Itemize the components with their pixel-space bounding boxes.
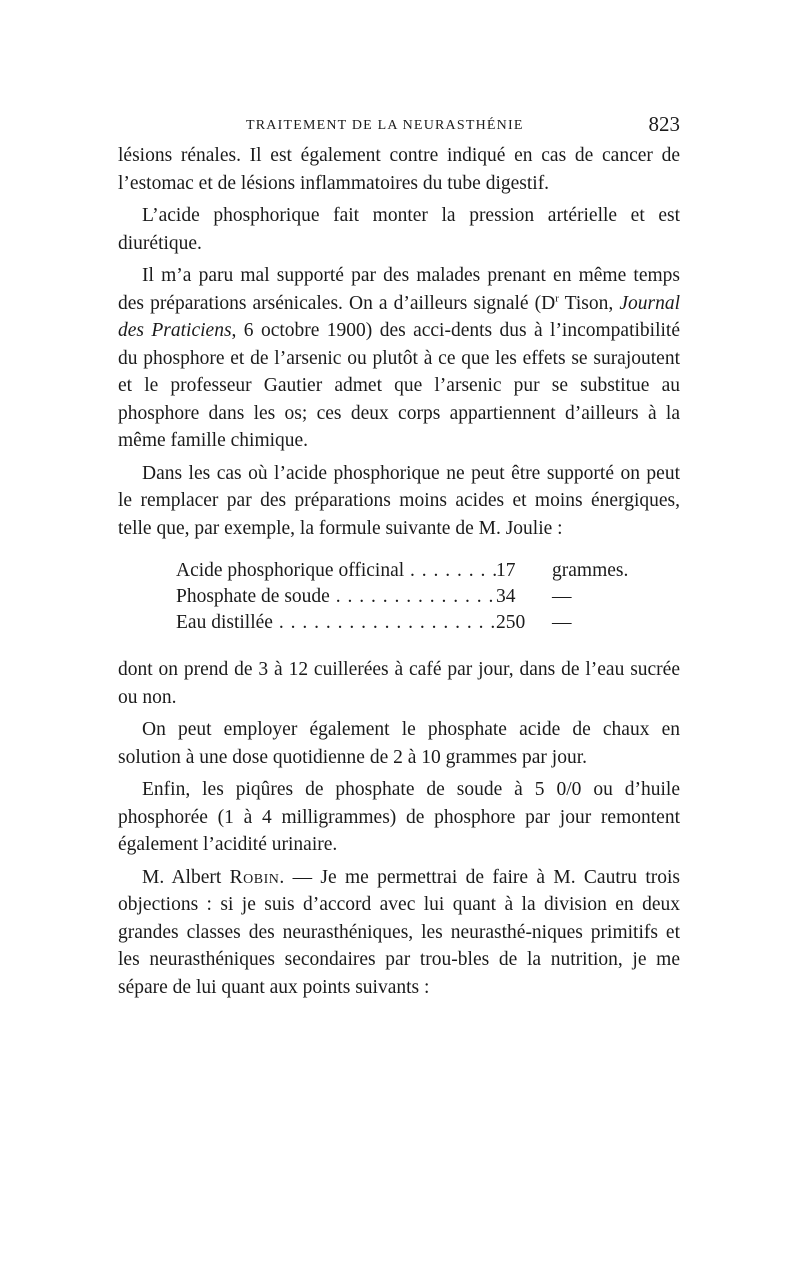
ingredient-unit: — bbox=[552, 586, 572, 607]
paragraph-arsenic-incompatibility: Il m’a paru mal supporté par des malades prenant en même temps des préparations arsénicales. On a d’ailleurs signalé ($D^r$ Tison, Journal des Praticiens, 6 octobre 1900) des acci-dents dus à l’incompatibilité du phosphore et de l’arsenic ou plutôt à ce que les effets se surajoutent et le professeur Gautier admet que l’arsenic pur se substitue au phosphore dans les os; ces deux corps appartiennent d’ailleurs à la même famille chimique. bbox=[118, 265, 680, 451]
paragraph-arterial-pressure: L’acide phosphorique fait monter la pression artérielle et est diurétique. bbox=[118, 205, 680, 254]
paragraph-joulie-formula-intro: Dans les cas où l’acide phosphorique ne peut être supporté on peut le remplacer par des préparations moins acides et moins énergiques, telle que, par exemple, la formule suivante de M. Joulie : bbox=[118, 462, 680, 539]
page-number: 823 bbox=[648, 112, 680, 136]
ingredient-unit: — bbox=[552, 612, 572, 633]
formula-table bbox=[176, 558, 680, 636]
paragraph-injections: Enfin, les piqûres de phosphate de soude à 5 0/0 ou d’huile phosphorée (1 à 4 milligrammes) de phosphore par jour remontent également l’acidité urinaire. bbox=[118, 779, 680, 855]
ingredient-quantity: 34 bbox=[496, 586, 516, 607]
formula-row bbox=[176, 610, 680, 636]
formula-row bbox=[176, 558, 680, 584]
journal-title: Journal des Praticiens bbox=[118, 292, 680, 341]
ingredient-quantity: 17 bbox=[496, 560, 516, 581]
running-title: TRAITEMENT DE LA NEURASTHÉNIE bbox=[246, 118, 524, 133]
formula-row bbox=[176, 584, 680, 610]
book-page bbox=[118, 112, 680, 1001]
ingredient-unit: grammes. bbox=[552, 560, 629, 581]
ingredient-name: Phosphate de soude . . . bbox=[176, 584, 496, 610]
doctor-superscript: r bbox=[555, 292, 559, 304]
paragraph-robin-objections: M. Albert Robin. — Je me permettrai de faire à M. Cautru trois objections : si je suis d’accord avec lui quant à la division en deux grandes classes des neurasthéniques, les neurasthé-niques primitifs et les neurasthéniques secondaires par trou-bles de la nutrition, je me sépare de lui quant aux points suivants : bbox=[118, 866, 680, 998]
ingredient-name: Eau distillée . . . bbox=[176, 610, 496, 636]
running-header bbox=[118, 112, 680, 142]
paragraph-renal-lesions: lésions rénales. Il est également contre indiqué en cas de cancer de l’estomac et de lésions inflammatoires du tube digestif. bbox=[118, 145, 680, 194]
paragraph-dosage: dont on prend de 3 à 12 cuillerées à café par jour, dans de l’eau sucrée ou non. bbox=[118, 659, 680, 708]
speaker-name: Robin bbox=[229, 866, 280, 888]
ingredient-name: Acide phosphorique officinal . . . bbox=[176, 558, 496, 584]
ingredient-quantity: 250 bbox=[496, 612, 526, 633]
paragraph-calcium-phosphate: On peut employer également le phosphate acide de chaux en solution à une dose quotidienne de 2 à 10 grammes par jour. bbox=[118, 719, 680, 768]
